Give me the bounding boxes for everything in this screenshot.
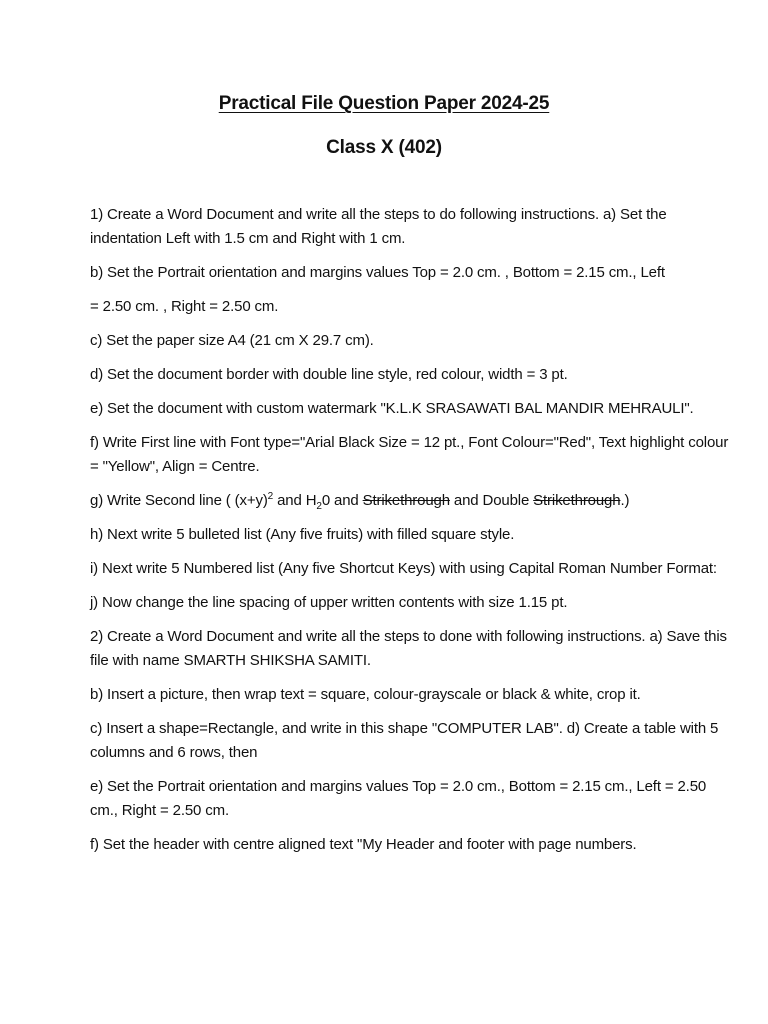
q1-g-subscript: 2 — [316, 501, 322, 512]
q1-intro: 1) Create a Word Document and write all the steps to do following instructions. a) Set the indentation Left with 1.5 cm and Right with 1 cm. — [90, 206, 667, 247]
q1-f: f) Write First line with Font type="Arial Black Size = 12 pt., Font Colour="Red", Text highlight colour = "Yellow", Align = Centre. — [90, 434, 729, 475]
q1-d: d) Set the document border with double line style, red colour, width = 3 pt. — [90, 366, 568, 383]
q1-g-superscript: 2 — [267, 491, 274, 502]
q1-c: c) Set the paper size A4 (21 cm X 29.7 cm). — [90, 332, 374, 349]
q2-e: e) Set the Portrait orientation and margins values Top = 2.0 cm., Bottom = 2.15 cm., Left = 2.50 cm., Right = 2.50 cm. — [90, 778, 707, 819]
q1-h: h) Next write 5 bulleted list (Any five fruits) with filled square style. — [90, 526, 515, 543]
q1-j: j) Now change the line spacing of upper written contents with size 1.15 pt. — [90, 594, 568, 611]
q1-g-part5: .) — [620, 492, 630, 509]
q1-e: e) Set the document with custom watermark "K.L.K SRASAWATI BAL MANDIR MEHRAULI". — [90, 400, 694, 417]
q1-b-line2: = 2.50 cm. , Right = 2.50 cm. — [90, 298, 279, 315]
q1-g — [90, 489, 730, 513]
q2-c: c) Insert a shape=Rectangle, and write in this shape "COMPUTER LAB". d) Create a table with 5 columns and 6 rows, then — [90, 720, 719, 761]
document-body — [90, 203, 730, 867]
q1-g-part3: 0 and — [321, 492, 363, 509]
q1-g-part4: and Double — [449, 492, 534, 509]
q2-b: b) Insert a picture, then wrap text = square, colour-grayscale or black & white, crop it. — [90, 686, 641, 703]
page-subtitle: Class X (402) — [326, 137, 442, 158]
q2-intro: 2) Create a Word Document and write all the steps to done with following instructions. a) Save this file with name SMARTH SHIKSHA SAMITI. — [90, 628, 727, 669]
q1-g-double-strikethrough: Strikethrough — [533, 492, 621, 509]
q1-g-part2: and H — [273, 492, 317, 509]
q1-b-line1: b) Set the Portrait orientation and margins values Top = 2.0 cm. , Bottom = 2.15 cm., Left — [90, 264, 665, 281]
q2-f: f) Set the header with centre aligned text "My Header and footer with page numbers. — [90, 836, 637, 853]
page-title: Practical File Question Paper 2024-25 — [218, 93, 550, 114]
q1-i: i) Next write 5 Numbered list (Any five Shortcut Keys) with using Capital Roman Number Format: — [90, 560, 717, 577]
q1-g-part1: g) Write Second line ( (x+y) — [90, 492, 268, 509]
q1-g-strikethrough: Strikethrough — [362, 492, 450, 509]
